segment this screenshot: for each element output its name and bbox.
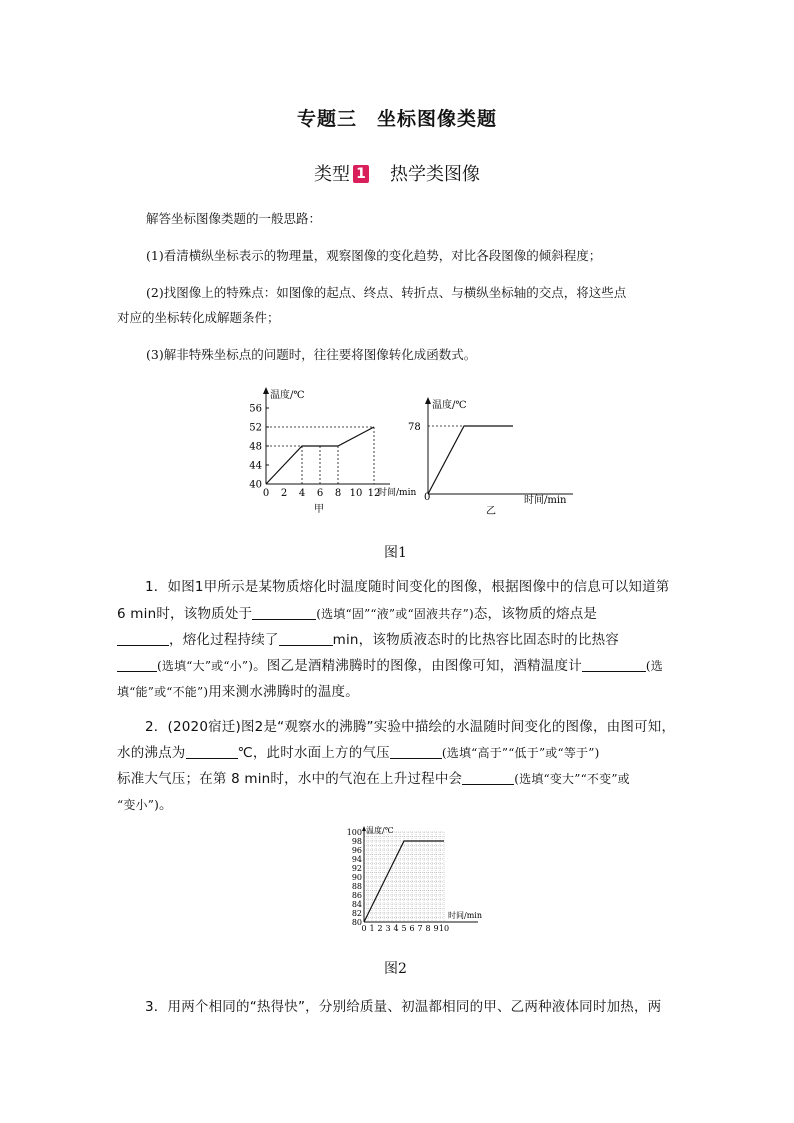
- q1-hint: (选填“固”“液”或“固液共存”): [316, 607, 474, 621]
- q2-blank-boiling-point[interactable]: [186, 744, 238, 759]
- fig2-ylabel: 温度/℃: [366, 826, 394, 835]
- q1-blank-state[interactable]: [252, 605, 316, 620]
- q3-line1: 3．用两个相同的“热得快”，分别给质量、初温都相同的甲、乙两种液体同时加热，两: [145, 999, 662, 1015]
- q1-hint: (选填“大”或“小”): [157, 659, 254, 673]
- q1-line2: [117, 601, 597, 627]
- q2-blank-bubbles[interactable]: [462, 770, 514, 785]
- yi-origin-label: 0: [424, 492, 431, 503]
- type-badge: 1: [353, 165, 369, 183]
- q1-line4: [117, 653, 663, 679]
- fig2-xtick-label: 4: [393, 924, 399, 933]
- q1-line3: [117, 627, 619, 653]
- jia-xtick-label: 0: [262, 488, 270, 499]
- q2-line1: 2．(2020宿迁)图2是“观察水的沸腾”实验中描绘的水温随时间变化的图像，由图可知，: [145, 719, 676, 735]
- q1-text: 用来测水沸腾时的温度。: [208, 684, 359, 700]
- figure2-chart: [336, 826, 486, 938]
- q2-hint: (选填“高于”“低于”或“等于”): [441, 746, 600, 760]
- fig2-ytick-label: 84: [351, 899, 362, 909]
- q1-text: 。图乙是酒精沸腾时的图像，由图像可知，酒精温度计: [253, 658, 582, 674]
- yi-xlabel: 时间/min: [524, 495, 567, 506]
- fig2-ytick-label: 82: [351, 908, 362, 918]
- yi-tick-78: 78: [408, 422, 421, 433]
- jia-label: 甲: [314, 504, 324, 515]
- fig2-ytick-label: 96: [351, 845, 362, 855]
- q1-line5: [117, 679, 359, 705]
- jia-xtick-label: 4: [298, 488, 306, 499]
- yi-series-line: [428, 426, 513, 494]
- section-subtitle: [0, 160, 794, 186]
- intro-step1: (1)看清横纵坐标表示的物理量，观察图像的变化趋势，对比各段图像的倾斜程度；: [146, 248, 602, 263]
- fig2-xtick-label: 10: [438, 924, 450, 933]
- q1-hint: (选: [645, 659, 664, 673]
- q1-blank-thermometer[interactable]: [582, 657, 646, 672]
- fig2-ytick-label: 92: [351, 863, 362, 873]
- fig2-ytick-label: 100: [346, 827, 362, 837]
- intro-step2-line1: (2)找图像上的特殊点：如图像的起点、终点、转折点、与横纵坐标轴的交点，将这些点: [146, 285, 627, 300]
- q2-line4: [117, 792, 173, 818]
- q1-text: min，该物质液态时的比热容比固态时的比热容: [332, 632, 619, 648]
- jia-xlabel: 时间/min: [378, 488, 417, 498]
- subtitle-text: 热学类图像: [390, 164, 480, 185]
- fig2-ytick-label: 94: [351, 854, 362, 864]
- yi-ylabel: 温度/℃: [432, 400, 467, 411]
- intro-heading: 解答坐标图像类题的一般思路：: [146, 211, 322, 226]
- fig2-xtick-label: 5: [401, 924, 407, 933]
- jia-ytick-label: 40: [249, 479, 262, 491]
- intro-step2-line2: 对应的坐标转化成解题条件；: [117, 310, 280, 325]
- q2-text: 标准大气压；在第 8 min时，水中的气泡在上升过程中会: [117, 771, 463, 787]
- q2-text: ℃，此时水面上方的气压: [237, 745, 390, 761]
- q1-blank-melting-point[interactable]: [117, 631, 169, 646]
- q2-hint: “变小”): [117, 798, 159, 812]
- fig2-ytick-label: 88: [351, 881, 362, 891]
- q2-hint: (选填“变大”“不变”或: [514, 772, 630, 786]
- jia-ytick-label: 48: [249, 441, 262, 453]
- jia-ytick-label: 44: [249, 460, 262, 472]
- fig2-xtick-label: 9: [433, 924, 439, 933]
- figure1-yi-chart: [408, 390, 578, 520]
- q1-text: ，熔化过程持续了: [169, 632, 279, 648]
- fig2-xtick-label: 8: [425, 924, 431, 933]
- jia-y-arrow: [263, 387, 269, 394]
- q2-line3: [117, 766, 630, 792]
- yi-y-arrow: [425, 397, 431, 404]
- q1-blank-duration[interactable]: [279, 631, 333, 646]
- fig2-xtick-label: 2: [377, 924, 383, 933]
- fig2-ytick-label: 90: [351, 872, 362, 882]
- q2-text: 水的沸点为: [117, 745, 186, 761]
- q2-text: 。: [158, 797, 173, 813]
- page-title: 专题三 坐标图像类题: [296, 108, 497, 130]
- fig2-xtick-label: 6: [409, 924, 415, 933]
- fig2-xlabel: 时间/min: [448, 911, 482, 920]
- subtitle-prefix: 类型: [314, 164, 350, 185]
- jia-xtick-label: 10: [349, 488, 363, 499]
- jia-ytick-label: 56: [249, 403, 262, 415]
- q1-blank-heat-capacity[interactable]: [117, 657, 157, 672]
- jia-ytick-label: 52: [249, 422, 262, 434]
- fig2-ytick-label: 80: [351, 917, 362, 927]
- q2-blank-pressure[interactable]: [390, 744, 442, 759]
- jia-xtick-label: 12: [367, 488, 381, 499]
- fig2-xtick-label: 0: [361, 924, 367, 933]
- jia-ylabel: 温度/℃: [270, 390, 305, 401]
- fig2-xtick-label: 3: [385, 924, 391, 933]
- figure1-caption: 图1: [384, 545, 407, 561]
- q1-text: 态，该物质的熔点是: [473, 606, 598, 622]
- q2-line2: [117, 740, 599, 766]
- figure2-caption: 图2: [384, 961, 407, 977]
- q1-text: 6 min时，该物质处于: [117, 606, 253, 622]
- fig2-ytick-label: 86: [351, 890, 362, 900]
- q1-line1: 1．如图1甲所示是某物质熔化时温度随时间变化的图像，根据图像中的信息可以知道第: [145, 579, 670, 595]
- jia-xtick-label: 2: [280, 488, 288, 499]
- fig2-ytick-label: 98: [351, 836, 362, 846]
- jia-xtick-label: 6: [316, 488, 324, 499]
- intro-step3: (3)解非特殊坐标点的问题时，往往要将图像转化成函数式。: [146, 347, 477, 362]
- yi-label: 乙: [486, 506, 496, 517]
- q1-hint: 填“能”或“不能”): [117, 685, 209, 699]
- jia-xtick-label: 8: [334, 488, 342, 499]
- fig2-xtick-label: 7: [417, 924, 423, 933]
- fig2-xtick-label: 1: [369, 924, 375, 933]
